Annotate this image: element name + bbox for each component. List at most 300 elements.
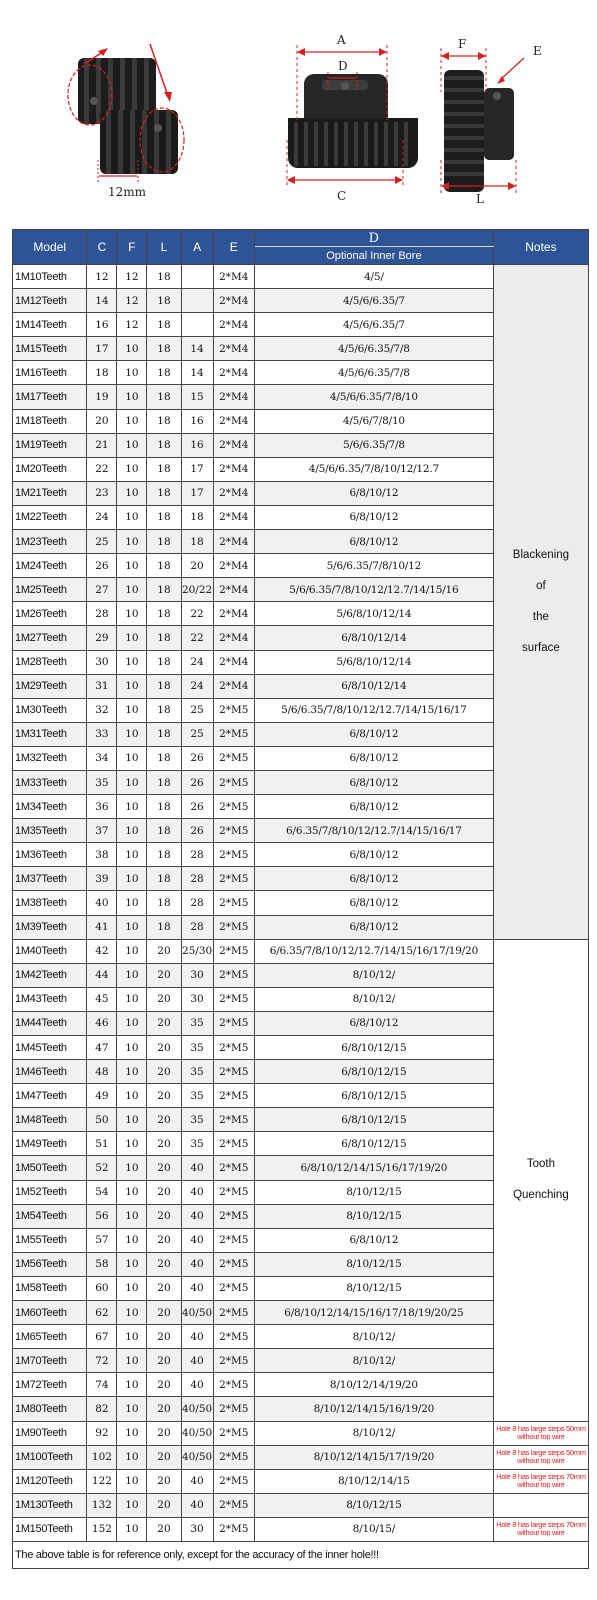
- cell-d: 6/8/10/12/14: [254, 674, 493, 698]
- cell-c: 27: [87, 578, 117, 602]
- header-c: C: [87, 230, 117, 265]
- cell-a: 40: [181, 1493, 213, 1517]
- cell-model: 1M24Teeth: [13, 554, 87, 578]
- cell-d: 6/8/10/12: [254, 795, 493, 819]
- cell-l: 20: [147, 1397, 181, 1421]
- cell-e: 2*M5: [213, 1397, 254, 1421]
- cell-d: 6/8/10/12/14: [254, 626, 493, 650]
- cell-a: 40/50: [181, 1421, 213, 1445]
- cell-l: 20: [147, 1469, 181, 1493]
- cell-f: 10: [117, 1517, 147, 1541]
- cell-f: 10: [117, 674, 147, 698]
- cell-e: 2*M4: [213, 554, 254, 578]
- cell-l: 18: [147, 313, 181, 337]
- cell-a: 17: [181, 481, 213, 505]
- cell-model: 1M15Teeth: [13, 337, 87, 361]
- cell-l: 20: [147, 1036, 181, 1060]
- cell-model: 1M33Teeth: [13, 770, 87, 794]
- cell-a: 25: [181, 698, 213, 722]
- cell-d: 4/5/6/7/8/10: [254, 409, 493, 433]
- cell-a: 35: [181, 1060, 213, 1084]
- cell-f: 10: [117, 578, 147, 602]
- dimension-d-label: D: [338, 59, 348, 73]
- cell-c: 37: [87, 819, 117, 843]
- cell-c: 51: [87, 1132, 117, 1156]
- cell-c: 20: [87, 409, 117, 433]
- cell-a: 25/30: [181, 939, 213, 963]
- cell-c: 58: [87, 1252, 117, 1276]
- cell-f: 10: [117, 1011, 147, 1035]
- cell-e: 2*M5: [213, 963, 254, 987]
- cell-a: 40/50: [181, 1397, 213, 1421]
- table-row: [13, 1445, 589, 1469]
- cell-d: 6/8/10/12: [254, 770, 493, 794]
- cell-c: 39: [87, 867, 117, 891]
- notes-hole-warning: Hole 8 has large steps 50mm without top wire: [493, 1421, 588, 1445]
- cell-d: 8/10/12/: [254, 987, 493, 1011]
- cell-model: 1M42Teeth: [13, 963, 87, 987]
- cell-d: 6/8/10/12/15: [254, 1036, 493, 1060]
- cell-model: 1M14Teeth: [13, 313, 87, 337]
- cell-l: 18: [147, 505, 181, 529]
- cell-f: 10: [117, 1156, 147, 1180]
- cell-e: 2*M4: [213, 433, 254, 457]
- cell-l: 18: [147, 481, 181, 505]
- header-d: D: [254, 230, 493, 247]
- cell-d: 8/10/12/14/15: [254, 1469, 493, 1493]
- cell-a: 40/50: [181, 1445, 213, 1469]
- cell-c: 74: [87, 1373, 117, 1397]
- cell-c: 72: [87, 1349, 117, 1373]
- cell-e: 2*M5: [213, 1373, 254, 1397]
- cell-a: 35: [181, 1036, 213, 1060]
- cell-f: 10: [117, 385, 147, 409]
- cell-model: 1M150Teeth: [13, 1517, 87, 1541]
- cell-model: 1M120Teeth: [13, 1469, 87, 1493]
- cell-c: 57: [87, 1228, 117, 1252]
- cell-f: 10: [117, 698, 147, 722]
- cell-model: 1M56Teeth: [13, 1252, 87, 1276]
- cell-c: 56: [87, 1204, 117, 1228]
- cell-d: 6/8/10/12: [254, 891, 493, 915]
- cell-f: 10: [117, 1325, 147, 1349]
- table-body: [13, 265, 589, 1542]
- cell-a: 30: [181, 987, 213, 1011]
- cell-e: 2*M5: [213, 915, 254, 939]
- cell-model: 1M12Teeth: [13, 289, 87, 313]
- header-notes: Notes: [493, 230, 588, 265]
- cell-c: 40: [87, 891, 117, 915]
- cell-f: 10: [117, 1180, 147, 1204]
- cell-model: 1M23Teeth: [13, 530, 87, 554]
- cell-f: 10: [117, 409, 147, 433]
- cell-d: 6/8/10/12: [254, 530, 493, 554]
- cell-l: 18: [147, 891, 181, 915]
- cell-e: 2*M5: [213, 867, 254, 891]
- cell-f: 10: [117, 891, 147, 915]
- cell-model: 1M72Teeth: [13, 1373, 87, 1397]
- dimension-f-label: F: [458, 37, 467, 51]
- cell-f: 10: [117, 457, 147, 481]
- table-row: [13, 1517, 589, 1541]
- cell-l: 18: [147, 674, 181, 698]
- dimension-a-label: A: [337, 33, 346, 47]
- cell-c: 31: [87, 674, 117, 698]
- cell-f: 10: [117, 433, 147, 457]
- cell-e: 2*M5: [213, 1252, 254, 1276]
- cell-f: 10: [117, 1349, 147, 1373]
- cell-a: 40: [181, 1252, 213, 1276]
- cell-model: 1M25Teeth: [13, 578, 87, 602]
- cell-a: 35: [181, 1084, 213, 1108]
- cell-l: 20: [147, 1252, 181, 1276]
- cell-model: 1M43Teeth: [13, 987, 87, 1011]
- cell-a: 25: [181, 722, 213, 746]
- cell-f: 12: [117, 289, 147, 313]
- cell-d: 8/10/12/14/19/20: [254, 1373, 493, 1397]
- cell-c: 152: [87, 1517, 117, 1541]
- cell-f: 10: [117, 626, 147, 650]
- cell-a: 26: [181, 819, 213, 843]
- cell-c: 60: [87, 1276, 117, 1300]
- cell-c: 49: [87, 1084, 117, 1108]
- cell-c: 50: [87, 1108, 117, 1132]
- cell-a: 16: [181, 433, 213, 457]
- cell-l: 18: [147, 361, 181, 385]
- cell-f: 10: [117, 1301, 147, 1325]
- cell-c: 30: [87, 650, 117, 674]
- cell-e: 2*M4: [213, 289, 254, 313]
- cell-model: 1M39Teeth: [13, 915, 87, 939]
- cell-f: 10: [117, 795, 147, 819]
- cell-f: 10: [117, 337, 147, 361]
- cell-f: 10: [117, 722, 147, 746]
- cell-f: 10: [117, 1252, 147, 1276]
- table-row: [13, 1493, 589, 1517]
- cell-f: 10: [117, 1276, 147, 1300]
- cell-model: 1M30Teeth: [13, 698, 87, 722]
- cell-d: 5/6/6.35/7/8: [254, 433, 493, 457]
- cell-model: 1M40Teeth: [13, 939, 87, 963]
- cell-c: 38: [87, 843, 117, 867]
- cell-a: 40: [181, 1228, 213, 1252]
- cell-d: 8/10/12/: [254, 1421, 493, 1445]
- cell-e: 2*M5: [213, 1228, 254, 1252]
- cell-a: 35: [181, 1011, 213, 1035]
- cell-l: 18: [147, 409, 181, 433]
- cell-f: 10: [117, 1373, 147, 1397]
- cell-l: 18: [147, 289, 181, 313]
- cell-model: 1M18Teeth: [13, 409, 87, 433]
- cell-e: 2*M4: [213, 361, 254, 385]
- cell-f: 10: [117, 1204, 147, 1228]
- cell-e: 2*M4: [213, 385, 254, 409]
- cell-d: 6/8/10/12: [254, 843, 493, 867]
- cell-l: 18: [147, 554, 181, 578]
- cell-c: 54: [87, 1180, 117, 1204]
- header-l: L: [147, 230, 181, 265]
- cell-a: 22: [181, 626, 213, 650]
- cell-d: 8/10/12/15: [254, 1276, 493, 1300]
- notes-blackening: [493, 265, 588, 940]
- cell-f: 10: [117, 481, 147, 505]
- cell-model: 1M37Teeth: [13, 867, 87, 891]
- cell-d: 4/5/6/6.35/7/8: [254, 337, 493, 361]
- cell-e: 2*M5: [213, 939, 254, 963]
- cell-c: 18: [87, 361, 117, 385]
- table-row: [13, 939, 589, 963]
- cell-c: 41: [87, 915, 117, 939]
- cell-c: 67: [87, 1325, 117, 1349]
- cell-a: 24: [181, 674, 213, 698]
- cell-a: 35: [181, 1132, 213, 1156]
- cell-l: 20: [147, 1301, 181, 1325]
- cell-model: 1M49Teeth: [13, 1132, 87, 1156]
- cell-d: 6/8/10/12: [254, 505, 493, 529]
- cell-c: 26: [87, 554, 117, 578]
- cell-l: 20: [147, 1180, 181, 1204]
- cell-a: 15: [181, 385, 213, 409]
- cell-a: 22: [181, 602, 213, 626]
- cell-c: 23: [87, 481, 117, 505]
- cell-d: 6/8/10/12: [254, 746, 493, 770]
- cell-c: 47: [87, 1036, 117, 1060]
- notes-hole-warning: Hole 8 has large steps 70mm without top wire: [493, 1469, 588, 1493]
- cell-l: 18: [147, 530, 181, 554]
- cell-a: 17: [181, 457, 213, 481]
- table-footnote: The above table is for reference only, except for the accuracy of the inner hole!!!: [13, 1541, 589, 1568]
- cell-e: 2*M4: [213, 650, 254, 674]
- header-a: A: [181, 230, 213, 265]
- cell-a: 30: [181, 1517, 213, 1541]
- cell-e: 2*M5: [213, 1011, 254, 1035]
- cell-f: 10: [117, 1421, 147, 1445]
- gear-side-view: [441, 37, 542, 206]
- dimension-e-label: E: [533, 44, 542, 58]
- cell-e: 2*M5: [213, 746, 254, 770]
- cell-d: 8/10/12/15: [254, 1493, 493, 1517]
- cell-model: 1M16Teeth: [13, 361, 87, 385]
- cell-a: 16: [181, 409, 213, 433]
- cell-model: 1M60Teeth: [13, 1301, 87, 1325]
- cell-a: 18: [181, 505, 213, 529]
- table-row: [13, 1469, 589, 1493]
- cell-c: 29: [87, 626, 117, 650]
- cell-l: 18: [147, 602, 181, 626]
- cell-l: 20: [147, 963, 181, 987]
- notes-line: Quenching: [513, 1189, 569, 1202]
- cell-l: 18: [147, 578, 181, 602]
- cell-e: 2*M5: [213, 795, 254, 819]
- cell-e: 2*M5: [213, 1204, 254, 1228]
- cell-model: 1M70Teeth: [13, 1349, 87, 1373]
- cell-l: 20: [147, 1517, 181, 1541]
- cell-model: 1M27Teeth: [13, 626, 87, 650]
- cell-a: 26: [181, 746, 213, 770]
- cell-d: 6/8/10/12: [254, 722, 493, 746]
- cell-e: 2*M5: [213, 819, 254, 843]
- cell-l: 18: [147, 770, 181, 794]
- cell-l: 18: [147, 746, 181, 770]
- cell-a: 18: [181, 530, 213, 554]
- cell-c: 132: [87, 1493, 117, 1517]
- gear-spec-table: [12, 229, 589, 1569]
- cell-e: 2*M5: [213, 722, 254, 746]
- cell-l: 20: [147, 1084, 181, 1108]
- cell-a: [181, 289, 213, 313]
- cell-model: 1M54Teeth: [13, 1204, 87, 1228]
- cell-model: 1M32Teeth: [13, 746, 87, 770]
- cell-a: 26: [181, 795, 213, 819]
- cell-a: 28: [181, 915, 213, 939]
- cell-l: 20: [147, 1493, 181, 1517]
- cell-model: 1M17Teeth: [13, 385, 87, 409]
- cell-model: 1M44Teeth: [13, 1011, 87, 1035]
- cell-model: 1M22Teeth: [13, 505, 87, 529]
- cell-c: 21: [87, 433, 117, 457]
- cell-e: 2*M4: [213, 505, 254, 529]
- cell-c: 52: [87, 1156, 117, 1180]
- cell-c: 33: [87, 722, 117, 746]
- cell-e: 2*M5: [213, 1517, 254, 1541]
- cell-e: 2*M4: [213, 265, 254, 289]
- notes-line: of: [536, 579, 546, 592]
- cell-l: 20: [147, 1011, 181, 1035]
- cell-f: 10: [117, 867, 147, 891]
- cell-d: 5/6/8/10/12/14: [254, 602, 493, 626]
- cell-e: 2*M5: [213, 891, 254, 915]
- cell-l: 18: [147, 698, 181, 722]
- cell-e: 2*M4: [213, 457, 254, 481]
- header-f: F: [117, 230, 147, 265]
- cell-e: 2*M5: [213, 843, 254, 867]
- cell-e: 2*M5: [213, 1180, 254, 1204]
- cell-d: 5/6/6.35/7/8/10/12: [254, 554, 493, 578]
- cell-model: 1M52Teeth: [13, 1180, 87, 1204]
- cell-l: 18: [147, 722, 181, 746]
- cell-d: 6/6.35/7/8/10/12/12.7/14/15/16/17/19/20: [254, 939, 493, 963]
- header-d-subtitle: Optional Inner Bore: [254, 247, 493, 265]
- cell-d: 4/5/6/6.35/7: [254, 289, 493, 313]
- cell-l: 18: [147, 867, 181, 891]
- notes-tooth-quenching: [493, 939, 588, 1421]
- cell-d: 5/6/6.35/7/8/10/12/12.7/14/15/16: [254, 578, 493, 602]
- cell-a: 40: [181, 1180, 213, 1204]
- cell-e: 2*M5: [213, 1036, 254, 1060]
- cell-a: 26: [181, 770, 213, 794]
- cell-c: 62: [87, 1301, 117, 1325]
- cell-model: 1M34Teeth: [13, 795, 87, 819]
- cell-e: 2*M5: [213, 1084, 254, 1108]
- cell-e: 2*M4: [213, 337, 254, 361]
- cell-f: 12: [117, 313, 147, 337]
- cell-d: 8/10/15/: [254, 1517, 493, 1541]
- cell-model: 1M48Teeth: [13, 1108, 87, 1132]
- cell-d: 6/8/10/12: [254, 1228, 493, 1252]
- notes-hole-warning: Hole 8 has large steps 50mm without top wire: [493, 1445, 588, 1469]
- cell-l: 20: [147, 1060, 181, 1084]
- cell-d: 6/8/10/12: [254, 481, 493, 505]
- cell-d: 6/6.35/7/8/10/12/12.7/14/15/16/17: [254, 819, 493, 843]
- cell-f: 10: [117, 554, 147, 578]
- cell-a: 40: [181, 1276, 213, 1300]
- cell-d: 8/10/12/: [254, 963, 493, 987]
- cell-model: 1M65Teeth: [13, 1325, 87, 1349]
- cell-f: 10: [117, 1084, 147, 1108]
- cell-d: 6/8/10/12/14/15/16/17/19/20: [254, 1156, 493, 1180]
- cell-model: 1M47Teeth: [13, 1084, 87, 1108]
- cell-a: 14: [181, 361, 213, 385]
- cell-f: 10: [117, 1132, 147, 1156]
- gear-dimension-diagram: [0, 0, 597, 225]
- notes-line: Tooth: [526, 1158, 555, 1171]
- cell-d: 8/10/12/15: [254, 1180, 493, 1204]
- cell-d: 6/8/10/12/15: [254, 1132, 493, 1156]
- cell-f: 10: [117, 1445, 147, 1469]
- cell-l: 20: [147, 1373, 181, 1397]
- cell-model: 1M55Teeth: [13, 1228, 87, 1252]
- cell-e: 2*M5: [213, 1301, 254, 1325]
- cell-e: 2*M5: [213, 987, 254, 1011]
- cell-d: 6/8/10/12: [254, 867, 493, 891]
- cell-c: 28: [87, 602, 117, 626]
- table-row: [13, 1421, 589, 1445]
- cell-a: 28: [181, 891, 213, 915]
- table-row: [13, 265, 589, 289]
- cell-a: [181, 313, 213, 337]
- cell-f: 10: [117, 361, 147, 385]
- cell-c: 35: [87, 770, 117, 794]
- cell-d: 4/5/: [254, 265, 493, 289]
- cell-a: 40: [181, 1469, 213, 1493]
- meshed-gears-illustration: [68, 44, 184, 199]
- cell-a: 40: [181, 1373, 213, 1397]
- cell-d: 6/8/10/12/15: [254, 1084, 493, 1108]
- cell-c: 34: [87, 746, 117, 770]
- cell-c: 92: [87, 1421, 117, 1445]
- cell-d: 6/8/10/12: [254, 915, 493, 939]
- cell-model: 1M38Teeth: [13, 891, 87, 915]
- cell-l: 18: [147, 626, 181, 650]
- cell-e: 2*M5: [213, 1349, 254, 1373]
- cell-f: 10: [117, 963, 147, 987]
- cell-a: 20/22: [181, 578, 213, 602]
- cell-d: 6/8/10/12: [254, 1011, 493, 1035]
- cell-d: 4/5/6/6.35/7/8/10: [254, 385, 493, 409]
- cell-c: 36: [87, 795, 117, 819]
- cell-l: 20: [147, 1325, 181, 1349]
- cell-l: 20: [147, 939, 181, 963]
- cell-f: 10: [117, 843, 147, 867]
- cell-c: 82: [87, 1397, 117, 1421]
- cell-l: 20: [147, 1276, 181, 1300]
- cell-c: 14: [87, 289, 117, 313]
- cell-e: 2*M5: [213, 1325, 254, 1349]
- cell-f: 10: [117, 1397, 147, 1421]
- cell-d: 4/5/6/6.35/7/8/10/12/12.7: [254, 457, 493, 481]
- cell-d: 4/5/6/6.35/7/8: [254, 361, 493, 385]
- cell-f: 10: [117, 915, 147, 939]
- cell-l: 18: [147, 457, 181, 481]
- cell-e: 2*M5: [213, 1445, 254, 1469]
- cell-l: 20: [147, 1421, 181, 1445]
- cell-c: 102: [87, 1445, 117, 1469]
- cell-e: 2*M5: [213, 1493, 254, 1517]
- cell-e: 2*M4: [213, 626, 254, 650]
- cell-f: 10: [117, 1493, 147, 1517]
- cell-f: 10: [117, 1469, 147, 1493]
- cell-e: 2*M4: [213, 674, 254, 698]
